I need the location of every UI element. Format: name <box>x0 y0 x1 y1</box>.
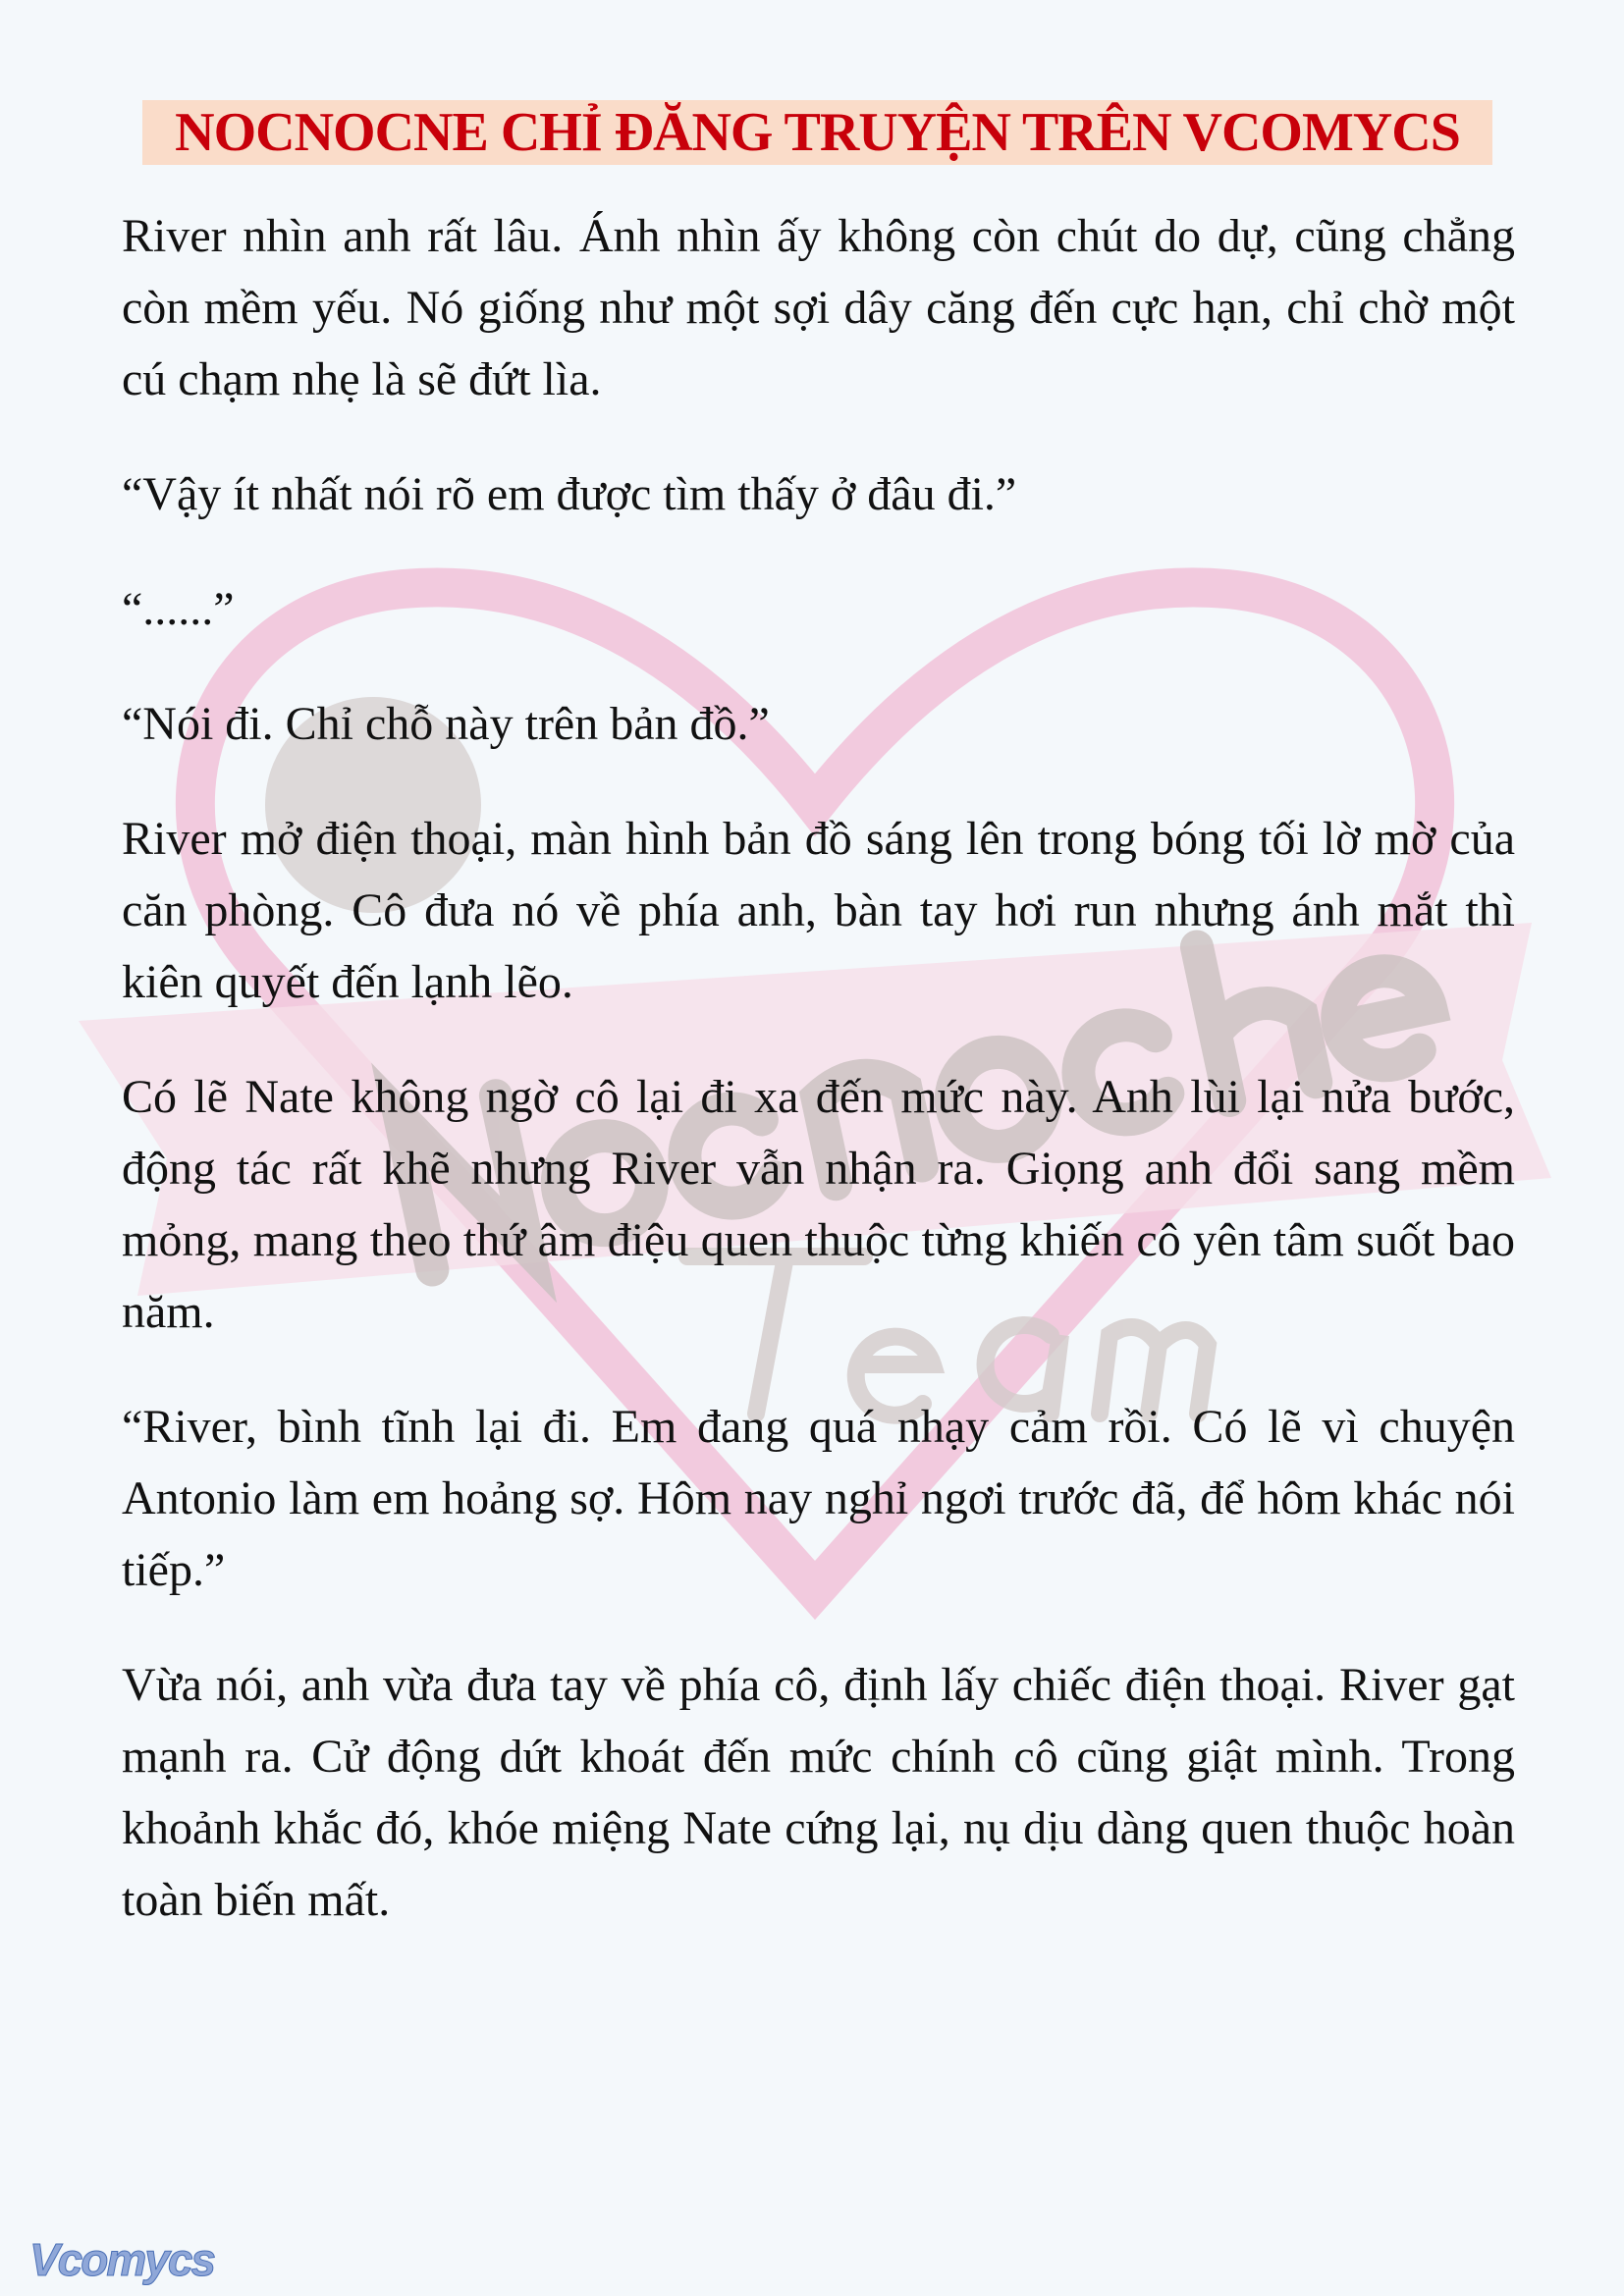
story-text <box>122 200 1515 1979</box>
paragraph: River mở điện thoại, màn hình bản đồ sáng lên trong bóng tối lờ mờ của căn phòng. Cô đưa nó về phía anh, bàn tay hơi run nhưng ánh mắt thì kiên quyết đến lạnh lẽo. <box>122 813 1515 1008</box>
page-title: NOCNOCNE CHỈ ĐĂNG TRUYỆN TRÊN VCOMYCS <box>175 102 1460 163</box>
paragraph: “Vậy ít nhất nói rõ em được tìm thấy ở đâu đi.” <box>122 468 1017 520</box>
paragraph: “......” <box>122 583 235 635</box>
paragraph: River nhìn anh rất lâu. Ánh nhìn ấy không còn chút do dự, cũng chẳng còn mềm yếu. Nó giống như một sợi dây căng đến cực hạn, chỉ chờ một cú chạm nhẹ là sẽ đứt lìa. <box>122 210 1515 405</box>
paragraph: “Nói đi. Chỉ chỗ này trên bản đồ.” <box>122 698 770 750</box>
paragraph: “River, bình tĩnh lại đi. Em đang quá nhạy cảm rồi. Có lẽ vì chuyện Antonio làm em hoảng sợ. Hôm nay nghỉ ngơi trước đã, để hôm khác nói tiếp.” <box>122 1401 1515 1596</box>
paragraph: Vừa nói, anh vừa đưa tay về phía cô, định lấy chiếc điện thoại. River gạt mạnh ra. Cử động dứt khoát đến mức chính cô cũng giật mình. Trong khoảnh khắc đó, khóe miệng Nate cứng lại, nụ dịu dàng quen thuộc hoàn toàn biến mất. <box>122 1659 1515 1926</box>
vcomycs-logo-text: Vcomycs <box>29 2234 215 2285</box>
vcomycs-logo <box>29 2233 285 2292</box>
paragraph: Có lẽ Nate không ngờ cô lại đi xa đến mức này. Anh lùi lại nửa bước, động tác rất khẽ nhưng River vẫn nhận ra. Giọng anh đổi sang mềm mỏng, mang theo thứ âm điệu quen thuộc từng khiến cô yên tâm suốt bao năm. <box>122 1071 1515 1338</box>
